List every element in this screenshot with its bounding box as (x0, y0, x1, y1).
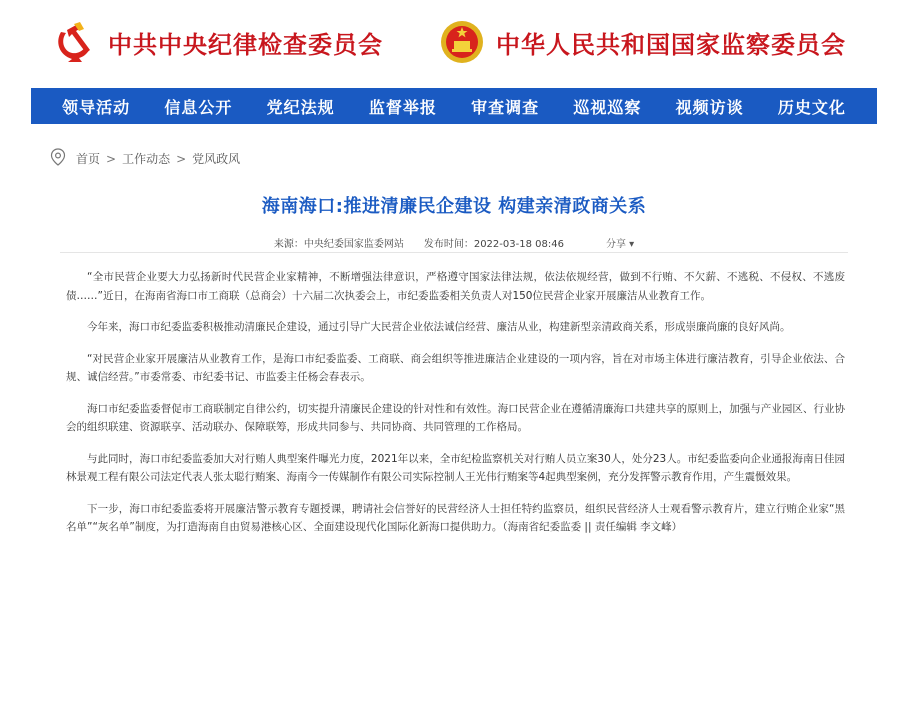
article-paragraph: “对民营企业家开展廉洁从业教育工作，是海口市纪委监委、工商联、商会组织等推进廉洁企业建设的一项内容，旨在对市场主体进行廉洁教育，引导企业依法、合规、诚信经营。”市委常委、市纪委书记、市监委主任杨会春表示。 (66, 352, 845, 383)
article-body (66, 268, 845, 550)
main-nav (31, 88, 877, 124)
breadcrumb-work-news[interactable]: 工作动态 (122, 152, 171, 166)
location-pin-icon (50, 148, 66, 169)
nav-item-disclosure[interactable]: 信息公开 (164, 97, 233, 117)
party-emblem-icon (50, 18, 98, 66)
article-paragraph: 与此同时，海口市纪委监委加大对行贿人典型案件曝光力度，2021年以来，全市纪检监察机关对行贿人员立案30人，处分23人。市纪委监委向企业通报海南日佳园林景观工程有限公司法定代表人张太聪行贿案、海南今一传媒制作有限公司实际控制人王光伟行贿案等4起典型案例，充分发挥警示教育作用，产生震慑效果。 (66, 452, 845, 483)
article-paragraph: “全市民营企业要大力弘扬新时代民营企业家精神，不断增强法律意识，严格遵守国家法律法规，依法依规经营，做到不行贿、不欠薪、不逃税、不侵权、不逃废债……”近日，在海南省海口市工商联（总商会）十六届二次执委会上，市纪委监委相关负责人对150位民营企业家开展廉洁从业教育工作。 (66, 271, 845, 302)
breadcrumb-conduct[interactable]: 党风政风 (192, 152, 241, 166)
nav-item-inspection[interactable]: 巡视巡察 (573, 97, 642, 117)
article-paragraph: 今年来，海口市纪委监委积极推动清廉民企建设，通过引导广大民营企业依法诚信经营、廉洁从业，构建新型亲清政商关系，形成崇廉尚廉的良好风尚。 (87, 321, 791, 333)
nav-item-reporting[interactable]: 监督举报 (368, 97, 437, 117)
nsc-name: 中华人民共和国国家监察委员会 (496, 29, 846, 59)
ccdi-name: 中共中央纪律检查委员会 (108, 29, 383, 59)
nav-item-investigation[interactable]: 审查调查 (471, 97, 540, 117)
nav-item-regulations[interactable]: 党纪法规 (266, 97, 335, 117)
share-label: 分享 (605, 239, 626, 250)
breadcrumb-separator: > (176, 151, 187, 166)
share-button[interactable] (606, 235, 634, 250)
breadcrumb-separator: > (106, 151, 117, 166)
chevron-down-icon: ▾ (629, 239, 635, 250)
article-title: 海南海口:推进清廉民企建设 构建亲清政商关系 (261, 196, 647, 217)
article-paragraph: 海口市纪委监委督促市工商联制定自律公约，切实提升清廉民企建设的针对性和有效性。海口民营企业在遵循清廉海口共建共享的原则上，加强与产业园区、行业协会的组织联建、资源联享、活动联办、保障联筹，形成共同参与、共同协商、共同管理的工作格局。 (66, 402, 845, 433)
article-meta (0, 235, 908, 250)
nav-item-leadership[interactable]: 领导活动 (62, 97, 131, 117)
breadcrumb (50, 148, 240, 169)
article-source: 来源：中央纪委国家监委网站 (273, 239, 404, 250)
nsc-brand[interactable] (438, 18, 846, 66)
breadcrumb-home[interactable]: 首页 (76, 152, 101, 166)
national-emblem-icon (438, 18, 486, 66)
nav-item-video[interactable]: 视频访谈 (675, 97, 744, 117)
site-header (0, 0, 908, 88)
nav-item-history[interactable]: 历史文化 (777, 97, 846, 117)
article-publish-time: 发布时间：2022-03-18 08:46 (423, 239, 564, 250)
article-paragraph: 下一步，海口市纪委监委将开展廉洁警示教育专题授课，聘请社会信誉好的民营经济人士担任特约监察员，组织民营经济人士观看警示教育片，建立行贿企业家“黑名单”“灰名单”制度，为打造海南自由贸易港核心区、全面建设现代化国际化新海口提供助力。（海南省纪委监委 || 责任编辑 李文峰） (66, 502, 845, 533)
ccdi-brand[interactable] (50, 18, 383, 66)
divider (60, 252, 848, 253)
